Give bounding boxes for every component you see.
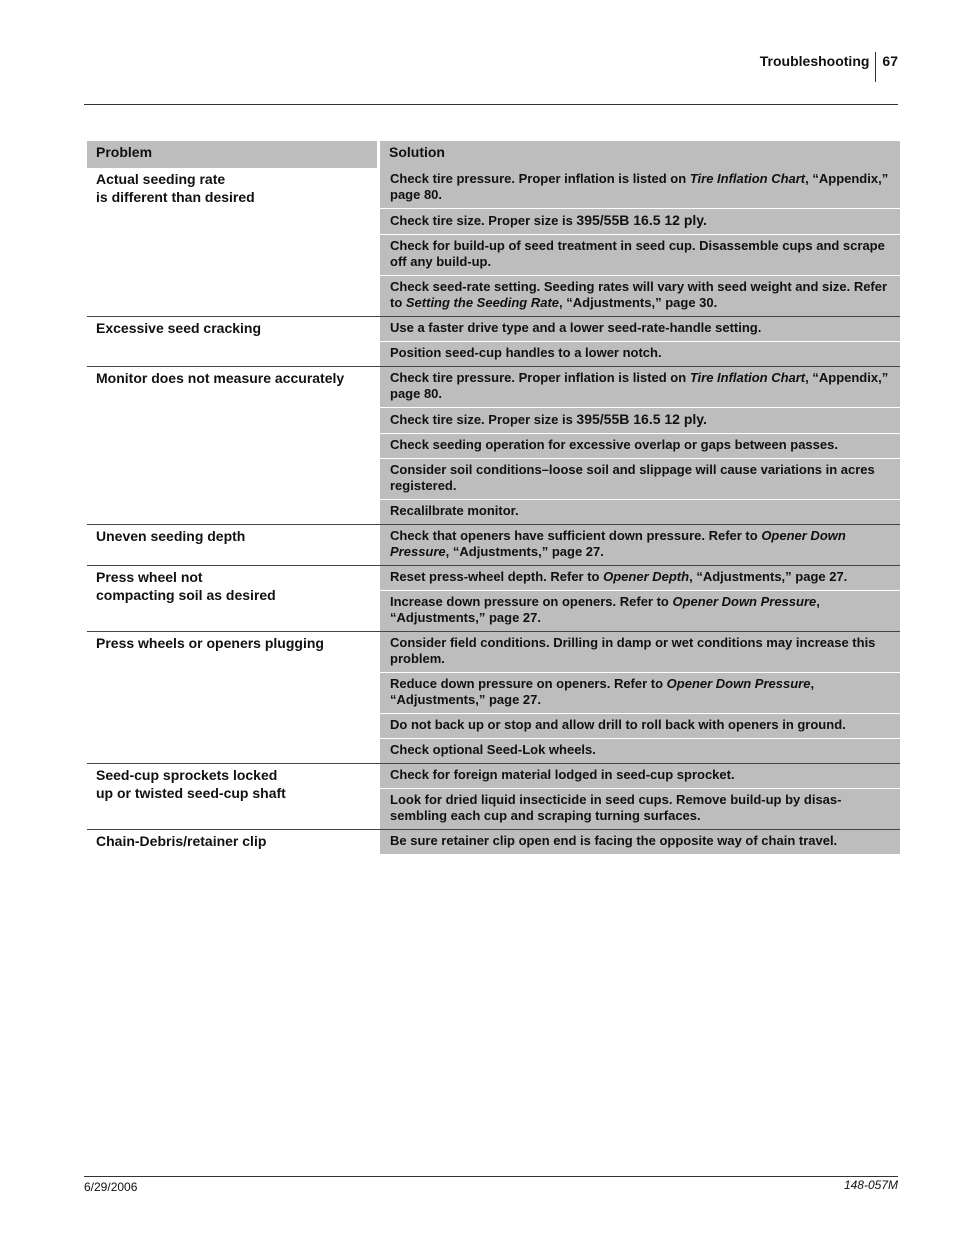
header-divider (875, 52, 876, 82)
solution-reference: Opener Down Pressure (672, 594, 817, 609)
solution-text: Consider field conditions. Drilling in damp or wet conditions may increase this problem. (390, 635, 876, 666)
solution-cell (380, 830, 900, 854)
solution-reference: Opener Down Pressure (666, 676, 811, 691)
problem-cell: Actual seeding rate is different than desired (96, 171, 255, 205)
solution-cell (380, 673, 900, 714)
solution-text: Use a faster drive type and a lower seed-rate-handle setting. (390, 320, 762, 335)
solution-reference: Tire Inflation Chart (689, 370, 806, 385)
solution-list (380, 317, 900, 366)
solution-cell (380, 342, 900, 366)
solution-cell (380, 434, 900, 459)
solution-reference: Tire Inflation Chart (689, 171, 806, 186)
page-number: 67 (882, 53, 898, 69)
column-header-problem: Problem (87, 141, 377, 168)
problem-cell: Press wheels or openers plugging (96, 635, 324, 651)
section-title: Troubleshooting (759, 53, 870, 69)
solution-text: Check tire pressure. Proper inflation is listed on (390, 171, 690, 186)
solution-reference: Opener Down Pressure (390, 528, 846, 559)
solution-text: Recalilbrate monitor. (390, 503, 519, 518)
solution-text: , “Appendix,” page 80. (390, 370, 889, 401)
page-header (760, 52, 898, 82)
table-row (87, 168, 900, 317)
solution-cell (380, 459, 900, 500)
solution-list (380, 830, 900, 854)
solution-list (380, 566, 900, 631)
solution-text: Check optional Seed-Lok wheels. (390, 742, 596, 757)
column-header-solution: Solution (380, 141, 900, 168)
solution-cell (380, 739, 900, 763)
table-header (87, 141, 900, 168)
footer-doc-number: 148-057M (843, 1178, 898, 1192)
solution-text: Check tire pressure. Proper inflation is listed on (390, 370, 690, 385)
solution-text: , “Adjustments,” page 30. (559, 295, 718, 310)
problem-cell: Chain-Debris/retainer clip (96, 833, 267, 849)
solution-text: Be sure retainer clip open end is facing the opposite way of chain travel. (390, 833, 838, 848)
solution-cell (380, 367, 900, 408)
solution-cell (380, 500, 900, 524)
solution-list (380, 367, 900, 524)
table-row (87, 566, 900, 632)
bottom-rule (84, 1176, 898, 1177)
solution-text: , “Adjustments,” page 27. (689, 569, 848, 584)
problem-cell: Seed-cup sprockets locked up or twisted seed-cup shaft (96, 767, 286, 801)
table-body (87, 168, 900, 854)
solution-cell (380, 317, 900, 342)
top-rule (84, 104, 898, 105)
solution-text: Check tire size. Proper size is (390, 412, 577, 427)
solution-list (380, 168, 900, 316)
solution-cell (380, 408, 900, 434)
solution-reference: Opener Depth (603, 569, 690, 584)
solution-cell (380, 209, 900, 235)
solution-cell (380, 789, 900, 829)
solution-text: 395/55B 16.5 12 ply. (576, 212, 707, 228)
solution-text: Do not back up or stop and allow drill to roll back with openers in ground. (390, 717, 846, 732)
table-row (87, 830, 900, 854)
footer-date: 6/29/2006 (84, 1180, 138, 1194)
solution-list (380, 632, 900, 763)
solution-cell (380, 764, 900, 789)
solution-text: Reduce down pressure on openers. Refer to (390, 676, 667, 691)
problem-cell: Press wheel not compacting soil as desired (96, 569, 276, 603)
solution-text: Check seed-rate setting. Seeding rates will vary with seed weight and size. Refer to (390, 279, 888, 310)
table-row (87, 632, 900, 764)
solution-text: Check tire size. Proper size is (390, 213, 577, 228)
table-row (87, 764, 900, 830)
solution-cell (380, 235, 900, 276)
solution-text: , “Appendix,” page 80. (390, 171, 889, 202)
solution-list (380, 764, 900, 829)
solution-cell (380, 566, 900, 591)
solution-text: Position seed-cup handles to a lower notch. (390, 345, 662, 360)
solution-text: Look for dried liquid insecticide in seed cups. Remove build-up by disas-sembling each cup and scraping turning surfaces. (390, 792, 842, 823)
solution-text: , “Adjustments,” page 27. (445, 544, 604, 559)
problem-cell: Uneven seeding depth (96, 528, 246, 544)
problem-cell: Excessive seed cracking (96, 320, 262, 336)
table-row (87, 317, 900, 367)
solution-cell (380, 525, 900, 565)
solution-text: Consider soil conditions–loose soil and slippage will cause variations in acres registered. (390, 462, 875, 493)
solution-text: Check for foreign material lodged in seed-cup sprocket. (390, 767, 735, 782)
problem-cell: Monitor does not measure accurately (96, 370, 345, 386)
table-row (87, 525, 900, 566)
solution-text: Check for build-up of seed treatment in seed cup. Disassemble cups and scrape off any build-up. (390, 238, 885, 269)
solution-text: Increase down pressure on openers. Refer to (390, 594, 673, 609)
solution-text: Reset press-wheel depth. Refer to (390, 569, 604, 584)
troubleshooting-table (87, 141, 900, 854)
solution-text: , “Adjustments,” page 27. (390, 594, 820, 625)
solution-cell (380, 591, 900, 631)
solution-cell (380, 168, 900, 209)
solution-cell (380, 632, 900, 673)
solution-text: Check seeding operation for excessive overlap or gaps between passes. (390, 437, 838, 452)
solution-text: Check that openers have sufficient down pressure. Refer to (390, 528, 762, 543)
solution-cell (380, 714, 900, 739)
table-row (87, 367, 900, 525)
solution-cell (380, 276, 900, 316)
solution-list (380, 525, 900, 565)
solution-text: , “Adjustments,” page 27. (390, 676, 815, 707)
solution-reference: Setting the Seeding Rate (405, 295, 560, 310)
solution-text: 395/55B 16.5 12 ply. (576, 411, 707, 427)
